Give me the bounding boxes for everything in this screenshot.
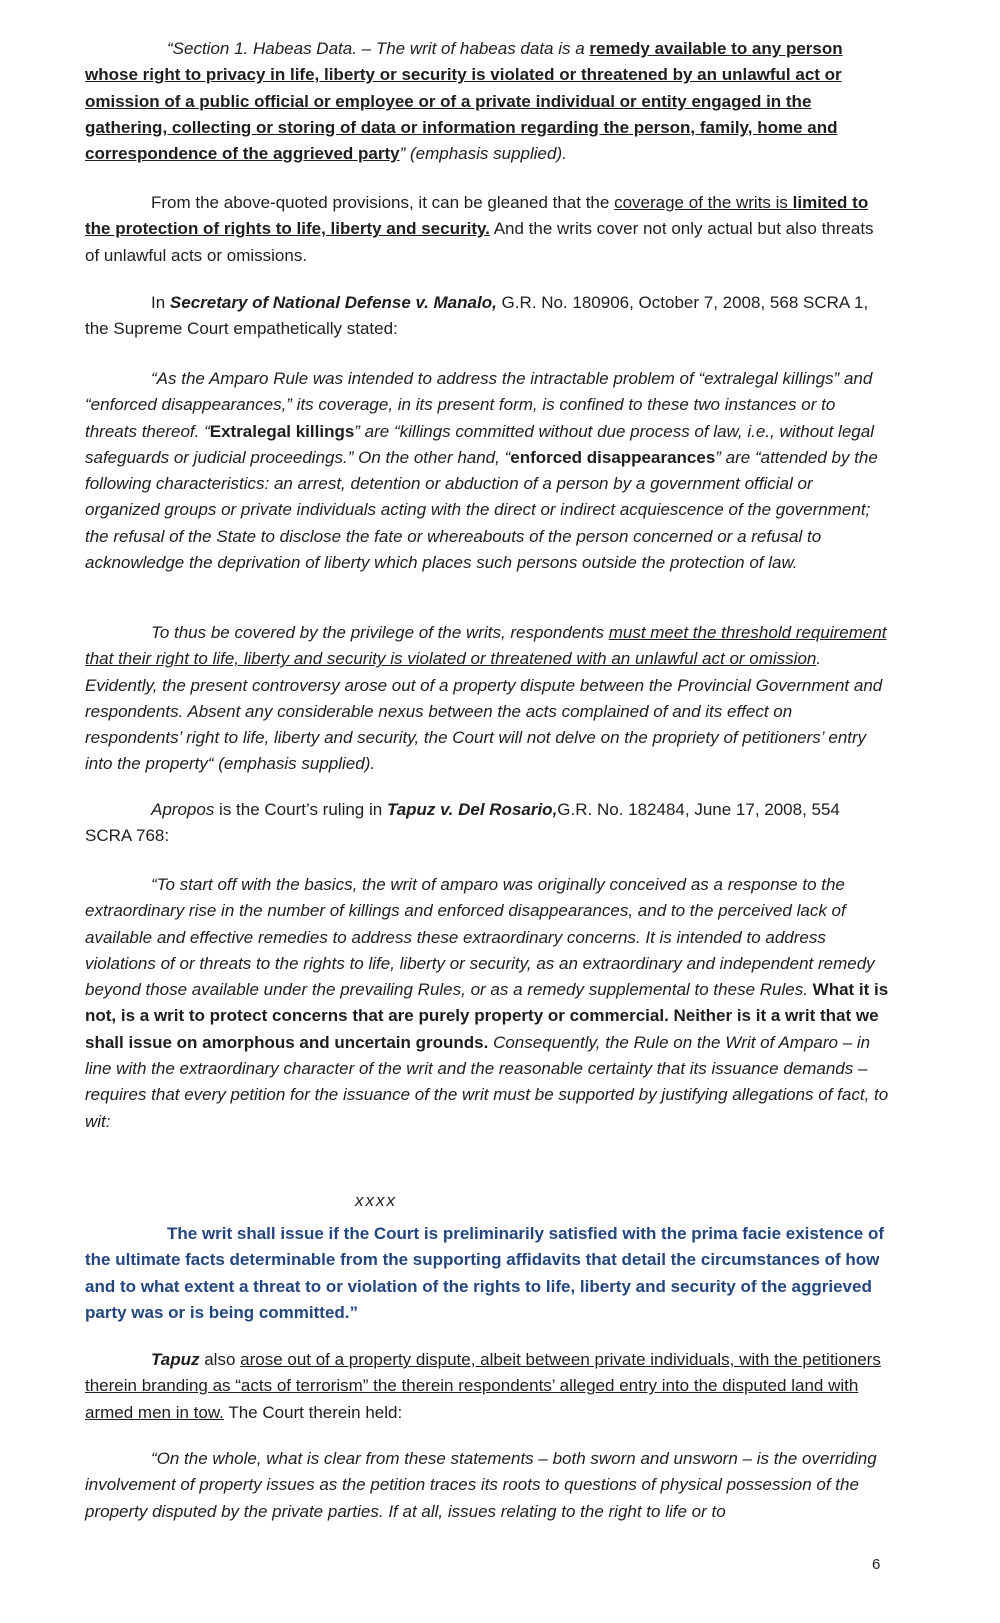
quote-manalo: “As the Amparo Rule was intended to address the intractable problem of “extralegal killings” and “enforced disappearances,” its coverage, in its present form, is confined to these two instances or to threats thereof. “Extralegal killings” are “killings committed without due process of law, i.e., without legal safeguards or judicial proceedings.” On the other hand, “enforced disappearances” are “attended by the following characteristics: an arrest, detention or abduction of a person by a government official or organized groups or private individuals acting with the direct or indirect acquiescence of the government; the refusal of the State to disclose the fate or whereabouts of the person concerned or a refusal to acknowledge the deprivation of liberty which places such persons outside the protection of law. (85, 369, 878, 573)
quote-tapuz-writ-shall-issue: The writ shall issue if the Court is preliminarily satisfied with the prima facie existence of the ultimate facts determinable from the supporting affidavits that detail the circumstances of how and to what extent a threat to or violation of the rights to life, liberty and security of the aggrieved party was or is being committed.” (85, 1224, 885, 1322)
paragraph-tapuz-intro: Apropos is the Court’s ruling in Tapuz v. Del Rosario,G.R. No. 182484, June 17, 2008, 554 SCRA 768: (85, 800, 840, 846)
quote-emphasis: remedy available to any person whose right to privacy in life, liberty or security is violated or threatened by an unlawful act or omission of a public official or employee or of a private individual or entity engaged in the gathering, collecting or storing of data or information regarding the person, family, home and correspondence of the aggrieved party (85, 39, 843, 164)
quote-close: ” (emphasis supplied). (399, 144, 567, 164)
quote-tapuz: “To start off with the basics, the writ of amparo was originally conceived as a response to the extraordinary rise in the number of killings and enforced disappearances, and to the perceived lack of available and effective remedies to address these extraordinary concerns. It is intended to address violations of or threats to the rights to life, liberty or security, as an extraordinary and independent remedy beyond those available under the prevailing Rules, or as a remedy supplemental to these Rules. What it is not, is a writ to protect concerns that are purely property or commercial. Neither is it a writ that we shall issue on amorphous and uncertain grounds. Consequently, the Rule on the Writ of Amparo – in line with the extraordinary character of the writ and the reasonable certainty that its issuance demands – requires that every petition for the issuance of the writ must be supported by justifying allegations of fact, to wit: (85, 875, 889, 1131)
page-number: 6 (872, 1556, 881, 1573)
paragraph-manalo-intro: In Secretary of National Defense v. Manalo, G.R. No. 180906, October 7, 2008, 568 SCRA 1, the Supreme Court empathetically stated: (85, 293, 869, 339)
case-name-tapuz-short: Tapuz (151, 1350, 200, 1369)
omission-marker: xxxx (355, 1191, 397, 1210)
case-name-tapuz: Tapuz v. Del Rosario, (386, 800, 558, 819)
paragraph-tapuz-property: Tapuz also arose out of a property dispute, albeit between private individuals, with the petitioners therein branding as “acts of terrorism” the therein respondents’ alleged entry into the disputed land with armed men in tow. The Court therein held: (85, 1350, 881, 1422)
quote-section-1-habeas-data (85, 36, 890, 167)
quote-intro: “Section 1. Habeas Data. – The writ of habeas data is a (167, 39, 590, 58)
paragraph-coverage: From the above-quoted provisions, it can be gleaned that the coverage of the writs is limited to the protection of rights to life, liberty and security. And the writs cover not only actual but also threats of unlawful acts or omissions. (85, 193, 874, 265)
quote-tapuz-holding: “On the whole, what is clear from these statements – both sworn and unsworn – is the overriding involvement of property issues as the petition traces its roots to questions of physical possession of the property disputed by the private parties. If at all, issues relating to the right to life or to (85, 1449, 877, 1521)
case-name-manalo: Secretary of National Defense v. Manalo, (169, 293, 497, 312)
quote-manalo-threshold: To thus be covered by the privilege of the writs, respondents must meet the threshold requirement that their right to life, liberty and security is violated or threatened with an unlawful act or omission. Evidently, the present controversy arose out of a property dispute between the Provincial Government and respondents. Absent any considerable nexus between the acts complained of and its effect on respondents’ right to life, liberty and security, the Court will not delve on the propriety of petitioners’ entry into the property“ (emphasis supplied). (85, 623, 887, 774)
